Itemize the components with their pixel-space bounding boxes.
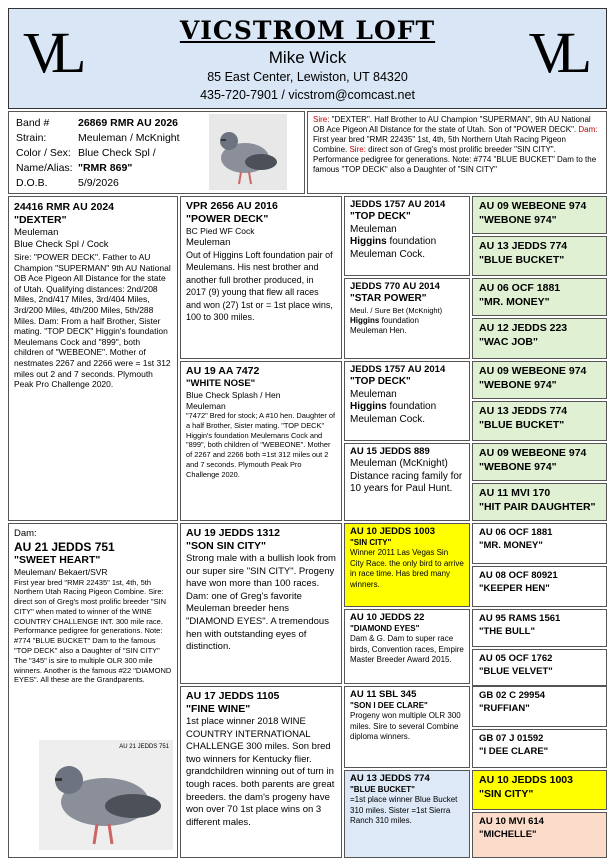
pedigree-band: AU 19 JEDDS 1312 [186, 527, 280, 539]
gen4-box [472, 361, 607, 399]
pedigree-band: AU 10 JEDDS 1003 [479, 774, 573, 786]
pedigree-line: Meuleman [350, 388, 397, 400]
pedigree-name: "KEEPER HEN" [479, 582, 550, 594]
pedigree-band: AU 11 SBL 345 [350, 689, 417, 700]
pedigree-band: AU 09 WEBEONE 974 [479, 365, 587, 377]
description-segment: First year bred "RMR 22435" 1st, 4th, 5th Northern Utah Racing Pigeon Combine. [313, 135, 566, 154]
pedigree-name: "STAR POWER" [350, 293, 427, 304]
gen4-box [472, 523, 607, 564]
description-segment: direct son of Greg's most prolific breeder "SIN CITY". Performance pedigree for generations. Note: #774 "BLUE BUCKET" Dam to the famous "TOP DECK" also a Daughter of "SIN CITY" [313, 145, 597, 174]
header [8, 8, 607, 109]
pedigree-band: AU 13 JEDDS 774 [479, 240, 568, 252]
pedigree-name: "SIN CITY" [350, 538, 392, 547]
gen2-power-deck [180, 196, 342, 359]
pedigree-band: VPR 2656 AU 2016 [186, 200, 278, 212]
info-table [15, 116, 181, 191]
pedigree-band: AU 09 WEBEONE 974 [479, 200, 587, 212]
dam-name: "SWEET HEART" [14, 554, 101, 566]
info-value: Meuleman / McKnight [78, 132, 180, 144]
pedigree-line: Meuleman [186, 236, 231, 248]
pedigree-band: AU 06 OCF 1881 [479, 527, 553, 538]
pedigree-name: "MR. MONEY" [479, 295, 550, 308]
description-segment: Sire: [313, 115, 332, 124]
description-segment: "DEXTER". Half Brother to AU Champion "SUPERMAN", 9th AU National OB Ace Pigeon All Distance for the state of Utah. Son of "POWER DECK". [313, 115, 591, 134]
gen3-box [344, 361, 470, 441]
gen4-box [472, 566, 607, 607]
description-text [313, 115, 601, 175]
gen4-box [472, 729, 607, 768]
pedigree-line: Blue Check Splash / Hen [186, 390, 281, 400]
gen4-box [472, 401, 607, 441]
pedigree-line: Meuleman Cock. [350, 248, 426, 260]
pedigree-band: GB 07 J 01592 [479, 733, 544, 744]
pedigree-name: "FINE WINE" [186, 703, 251, 715]
sire-name: "DEXTER" [14, 214, 67, 226]
pedigree-band: JEDDS 1757 AU 2014 [350, 364, 446, 375]
pedigree-line: Winner 2011 Las Vegas Sin City Race. the only bird to arrive in race time. Has bred many winners. [350, 548, 464, 589]
dam-box [8, 523, 178, 858]
pedigree-line: Dam & G. Dam to super race birds, Convention races, Empire Master Breeder Award 2015. [350, 634, 464, 664]
pedigree-band: AU 12 JEDDS 223 [479, 322, 568, 334]
info-value: 26869 RMR AU 2026 [78, 117, 178, 129]
gen4-box [472, 278, 607, 316]
description-segment: Dam: [578, 125, 598, 134]
gen3-box [344, 686, 470, 768]
gen3-box [344, 278, 470, 359]
pedigree-name: "HIT PAIR DAUGHTER" [479, 500, 596, 513]
pedigree-name: "WEBONE 974" [479, 213, 557, 226]
gen3-box [344, 609, 470, 684]
contact: 435-720-7901 / vicstrom@comcast.net [200, 88, 415, 102]
pedigree-line: Distance racing family for 10 years for Paul Hunt. [350, 470, 463, 494]
gen4-box [472, 609, 607, 647]
owner-name: Mike Wick [268, 48, 347, 67]
pedigree-name: "BLUE VELVET" [479, 665, 553, 677]
logo-left: VL [23, 20, 73, 85]
pedigree-band: AU 10 JEDDS 1003 [350, 526, 436, 537]
pedigree-line: Meuleman [186, 400, 226, 411]
pedigree-line: Higgins foundation [350, 236, 437, 247]
pedigree-name: "SON SIN CITY" [186, 540, 266, 552]
pedigree-name: "TOP DECK" [350, 376, 411, 387]
pedigree-description: Out of Higgins Loft foundation pair of Meulemans. His nest brother and another full brother produced, in 2017 (9) young that flew all races and won (27) 1st or = 1st place wins, 100 to 300 miles. [186, 249, 333, 322]
pedigree-name: "I DEE CLARE" [479, 745, 549, 757]
pedigree-name: "BLUE BUCKET" [350, 785, 415, 794]
pedigree-name: "SIN CITY" [479, 787, 534, 800]
gen2-white-nose [180, 361, 342, 521]
info-label: Name/Alias: [16, 162, 73, 174]
pedigree-line: Meul. / Sure Bet (McKnight) [350, 305, 443, 315]
dam-description: First year bred "RMR 22435" 1st, 4th, 5th Northern Utah Racing Pigeon Combine. Sire: direct son of Greg's most prolific breeder "SIN CITY" when mated to winner of the WINE COUNTRY CHALLENGE INT. 300 mile race. Performance pedigree for generations. Note: #774 "BLUE BUCKET" Dam to the famous "TOP DECK" also a Daughter of "SIN CITY" The "345" is sire to multiple OLR 300 mile winners. Another is the famous #22 "DIAMOND EYES". All these are the Grandparents. [14, 577, 172, 685]
logo-right: VL [528, 20, 578, 85]
pedigree-line: Meuleman (McKnight) [350, 458, 448, 469]
pedigree-name: "RUFFIAN" [479, 702, 530, 714]
gen4-box [472, 483, 607, 521]
sire-strain: Meuleman [14, 227, 59, 238]
pedigree-line: =1st place winner Blue Bucket 310 miles. Sister =1st Sierra Ranch 310 miles. [350, 795, 458, 825]
pedigree-band: AU 13 JEDDS 774 [350, 773, 430, 784]
gen4-box [472, 443, 607, 481]
sire-box [8, 196, 178, 521]
pedigree-band: AU 17 JEDDS 1105 [186, 690, 280, 702]
pedigree-name: "DIAMOND EYES" [350, 624, 420, 633]
pedigree-name: "WAC JOB" [479, 335, 538, 348]
pedigree-name: "WHITE NOSE" [186, 378, 256, 389]
pedigree-line: BC Pied WF Cock [186, 226, 255, 236]
loft-title: VICSTROM LOFT [179, 16, 436, 45]
pedigree-band: AU 08 OCF 80921 [479, 570, 558, 581]
pedigree-description: "7472" Bred for stock; A #10 hen. Daughter of a half Brother, Sister mating. "TOP DECK" Higgin's foundation Meulemans Cock and "899", both children of "WEBEONE". Mother of 2267 and 2266 both =1st 312 miles out 2 and 7 seconds. Plymouth Peak Pro Challenge 2020. [186, 411, 336, 479]
dam-label: Dam: [14, 528, 37, 539]
gen4-box [472, 318, 607, 359]
dam-photo-caption: AU 21 JEDDS 751 [119, 744, 169, 750]
pedigree-name: "MICHELLE" [479, 828, 537, 840]
pedigree-description: 1st place winner 2018 WINE COUNTRY INTERNATIONAL CHALLENGE 300 miles. Son bred two winners for Kentucky flier. grandchildren winning out of turn in tough races. both parents are great breeders. the dam's progeny have won over 70 1st place wins on 3 different males. [186, 716, 335, 828]
pedigree-line: Meuleman Hen. [350, 325, 407, 335]
pedigree-band: JEDDS 1757 AU 2014 [350, 199, 446, 210]
pedigree-name: "BLUE BUCKET" [479, 418, 565, 431]
gen3-box [344, 443, 470, 521]
pedigree-name: "TOP DECK" [350, 211, 411, 222]
pedigree-name: "THE BULL" [479, 625, 535, 637]
pedigree-band: AU 09 WEBEONE 974 [479, 447, 587, 459]
sire-description: Sire: "POWER DECK". Father to AU Champion "SUPERMAN" 9th AU National OB Ace Pigeon All Distance for the state of Utah. Qualifying distances: 2nd/208 Miles, 2nd/417 Miles, 3rd/404 Miles, 3rd/200 Miles, 4th/200 Miles, 5th/288 Miles. Dam: From a half Brother, Sister mating. "TOP DECK" Higgin's foundation Meulemans Cock and "899", both children of "WEBEONE". Mother of nestmates 2267 and 2266 were = 1st 312 miles out 2 and 7 seconds. Plymouth Peak Pro Challenge 2020. [14, 252, 171, 390]
pedigree-line: Higgins foundation [350, 401, 437, 412]
pedigree-band: AU 05 OCF 1762 [479, 653, 553, 664]
dam-strain: Meuleman/ Bekaert/SVR [14, 567, 108, 577]
bird-info [8, 111, 305, 194]
gen3-box [344, 770, 470, 858]
pedigree-band: AU 15 JEDDS 889 [350, 446, 430, 457]
gen4-box [472, 649, 607, 686]
gen4-box [472, 686, 607, 727]
pedigree-line: Meuleman [350, 223, 397, 235]
gen3-box [344, 196, 470, 276]
info-label: Color / Sex: [16, 147, 71, 159]
pedigree-line: Progeny won multiple OLR 300 miles. Sire to several Combine diploma winners. [350, 711, 461, 741]
pedigree-name: "BLUE BUCKET" [479, 253, 565, 266]
info-value: 5/9/2026 [78, 177, 119, 189]
pedigree-band: GB 02 C 29954 [479, 690, 546, 701]
gen4-box [472, 196, 607, 234]
gen4-box [472, 812, 607, 858]
info-label: Band # [16, 117, 50, 129]
pigeon-photo-main [209, 114, 287, 190]
gen2-fine-wine [180, 686, 342, 858]
pedigree-band: AU 95 RAMS 1561 [479, 613, 561, 624]
sire-band: 24416 RMR AU 2024 [14, 201, 114, 213]
address: 85 East Center, Lewiston, UT 84320 [207, 70, 408, 84]
pigeon-photo-dam [39, 740, 173, 850]
pedigree-name: "SON I DEE CLARE" [350, 701, 428, 710]
sire-color: Blue Check Spl / Cock [14, 239, 109, 250]
description-segment: Sire: [349, 145, 369, 154]
gen4-box [472, 770, 607, 810]
pedigree-name: "WEBONE 974" [479, 460, 557, 473]
gen2-son-sin-city [180, 523, 342, 684]
info-label: D.O.B. [16, 177, 48, 189]
info-value: "RMR 869" [78, 162, 133, 174]
dam-band: AU 21 JEDDS 751 [14, 540, 115, 554]
bird-description [307, 111, 607, 194]
pedigree-band: AU 06 OCF 1881 [479, 282, 561, 294]
gen3-box [344, 523, 470, 607]
pedigree-description: Strong male with a bullish look from our super sire "SIN CITY". Progeny have won more than 100 races. Dam: one of Greg's favorite Meuleman breeder hens "DIAMOND EYES". A tremendous hen with outstanding eyes of distinction. [186, 553, 336, 653]
info-value: Blue Check Spl / [78, 147, 156, 159]
gen4-box [472, 236, 607, 276]
pedigree-band: AU 19 AA 7472 [186, 365, 260, 377]
pedigree-band: AU 11 MVI 170 [479, 487, 551, 499]
pedigree-name: "POWER DECK" [186, 213, 269, 225]
pedigree-name: "MR. MONEY" [479, 539, 543, 551]
pedigree-name: "WEBONE 974" [479, 378, 557, 391]
info-label: Strain: [16, 132, 47, 144]
pedigree-line: Meuleman Cock. [350, 413, 426, 425]
pedigree-band: JEDDS 770 AU 2014 [350, 281, 440, 292]
pedigree-band: AU 10 JEDDS 22 [350, 612, 425, 623]
pedigree-line: Higgins foundation [350, 315, 419, 325]
pedigree-band: AU 10 MVI 614 [479, 816, 544, 827]
pedigree-band: AU 13 JEDDS 774 [479, 405, 568, 417]
